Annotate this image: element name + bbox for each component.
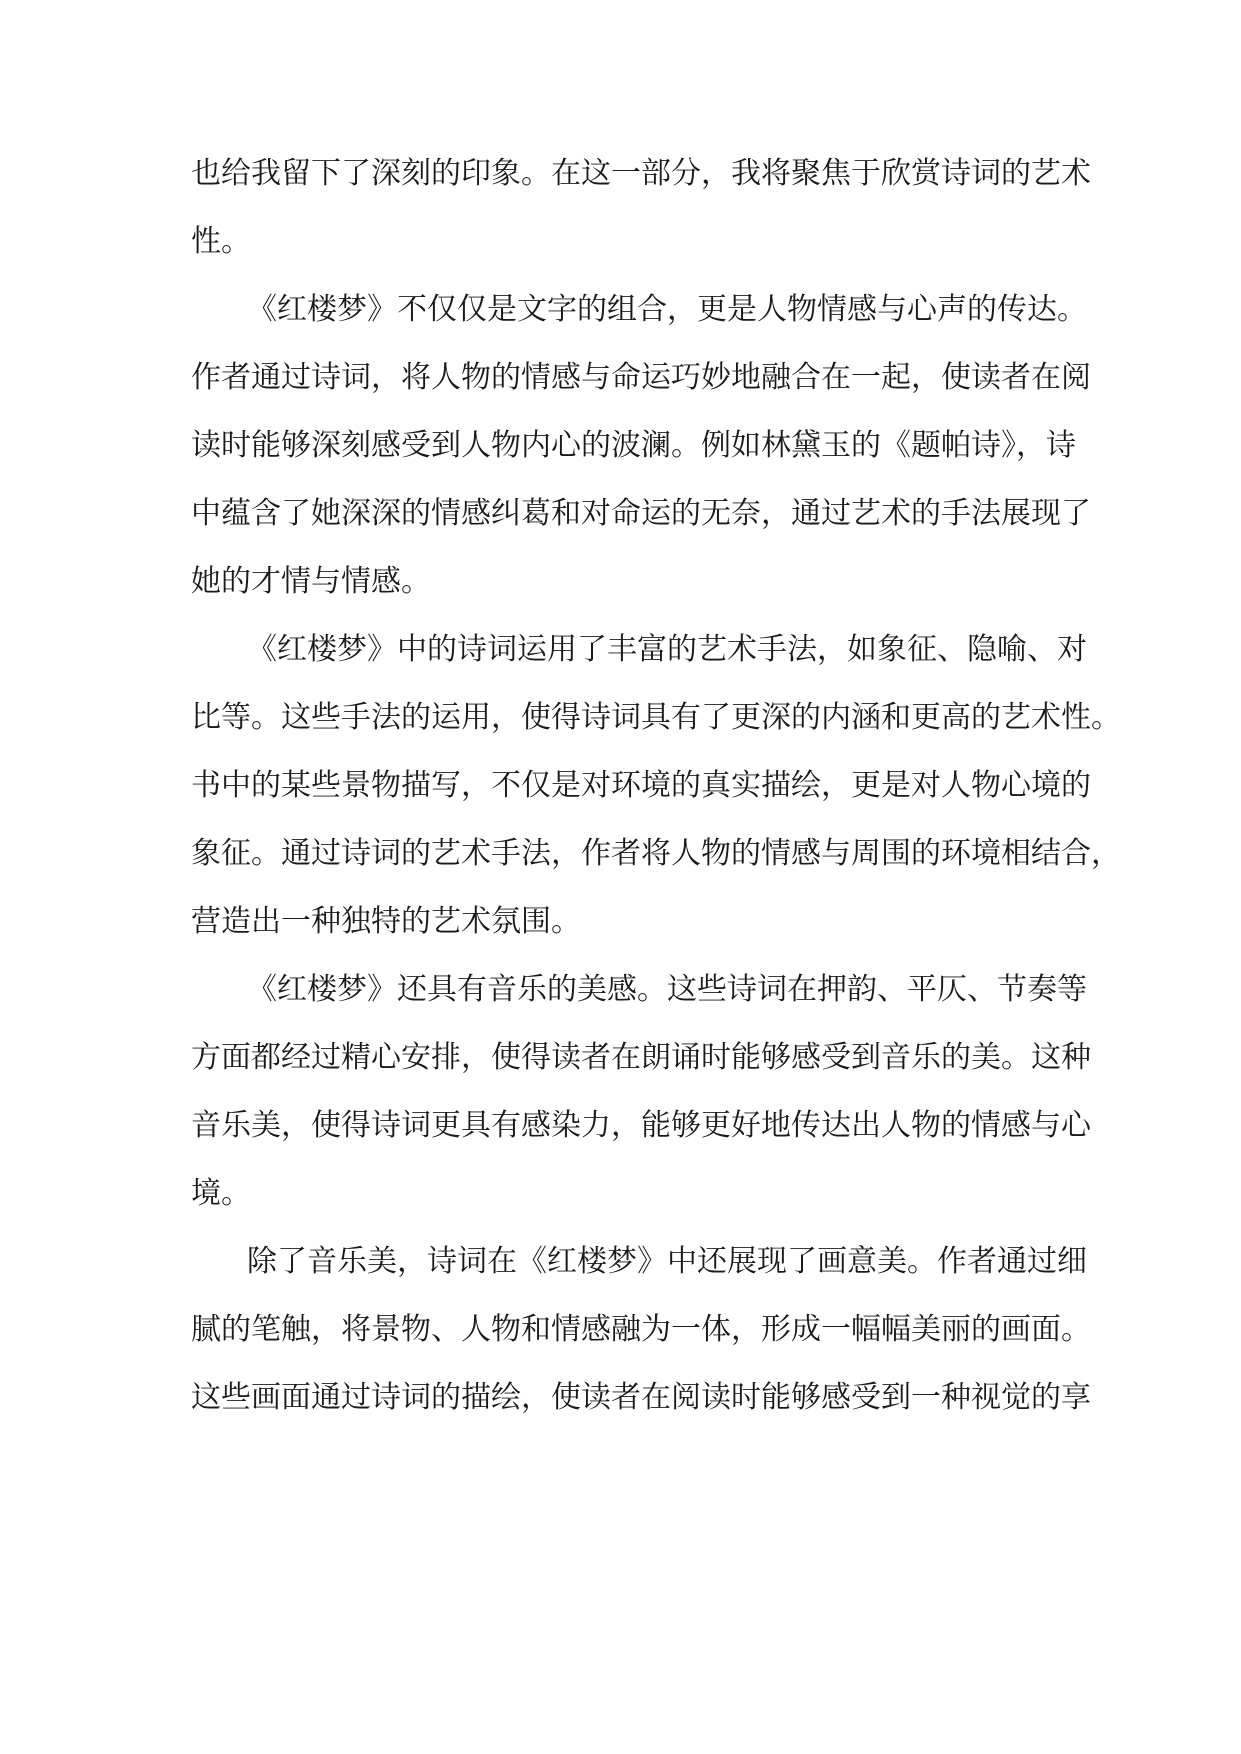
text-line: 性。: [191, 224, 251, 259]
text-line: 比等。这些手法的运用，使得诗词具有了更深的内涵和更高的艺术性。: [191, 700, 1121, 735]
paragraph-first-line: 《红楼梦》中的诗词运用了丰富的艺术手法，如象征、隐喻、对: [247, 632, 1087, 667]
text-line: 音乐美，使得诗词更具有感染力，能够更好地传达出人物的情感与心: [191, 1108, 1091, 1143]
paragraph-first-line: 除了音乐美，诗词在《红楼梦》中还展现了画意美。作者通过细: [247, 1244, 1087, 1279]
text-line: 这些画面通过诗词的描绘，使读者在阅读时能够感受到一种视觉的享: [191, 1380, 1091, 1415]
text-line: 她的才情与情感。: [191, 564, 431, 599]
text-line: 方面都经过精心安排，使得读者在朗诵时能够感受到音乐的美。这种: [191, 1040, 1091, 1075]
text-line: 营造出一种独特的艺术氛围。: [191, 904, 581, 939]
body-text: [191, 140, 1121, 1432]
text-line: 读时能够深刻感受到人物内心的波澜。例如林黛玉的《题帕诗》，诗: [191, 428, 1076, 463]
text-line: 也给我留下了深刻的印象。在这一部分，我将聚焦于欣赏诗词的艺术: [191, 156, 1091, 191]
text-line: 境。: [191, 1176, 251, 1211]
text-line: 作者通过诗词，将人物的情感与命运巧妙地融合在一起，使读者在阅: [191, 360, 1091, 395]
paragraph-first-line: 《红楼梦》还具有音乐的美感。这些诗词在押韵、平仄、节奏等: [247, 972, 1087, 1007]
text-line: 象征。通过诗词的艺术手法，作者将人物的情感与周围的环境相结合，: [191, 836, 1121, 871]
paragraph-first-line: 《红楼梦》不仅仅是文字的组合，更是人物情感与心声的传达。: [247, 292, 1087, 327]
text-line: 书中的某些景物描写，不仅是对环境的真实描绘，更是对人物心境的: [191, 768, 1091, 803]
text-line: 中蕴含了她深深的情感纠葛和对命运的无奈，通过艺术的手法展现了: [191, 496, 1091, 531]
text-line: 腻的笔触，将景物、人物和情感融为一体，形成一幅幅美丽的画面。: [191, 1312, 1091, 1347]
